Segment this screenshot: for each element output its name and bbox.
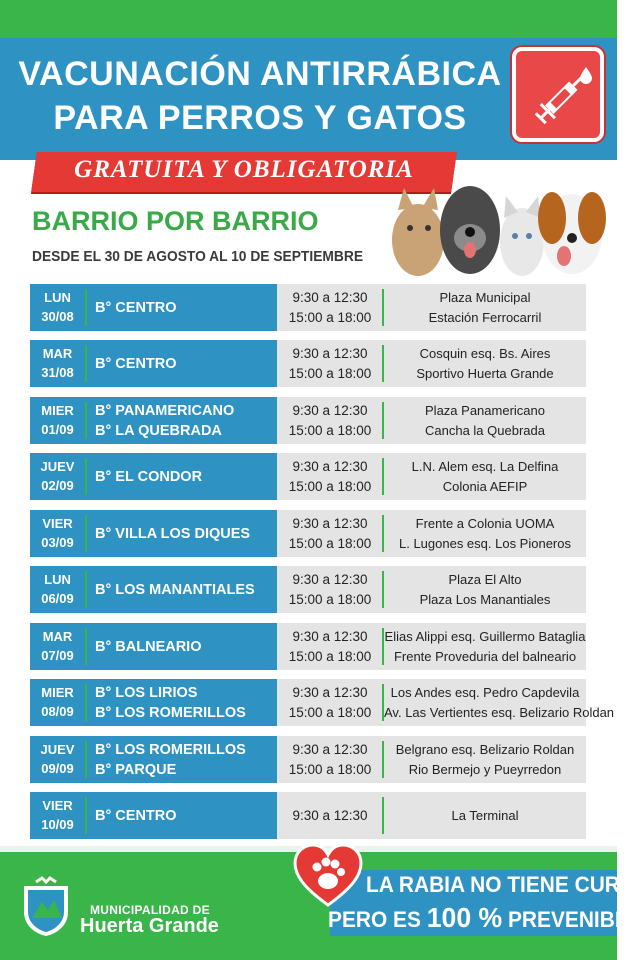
day-cell xyxy=(30,566,85,613)
time-afternoon: 15:00 a 18:00 xyxy=(288,535,372,551)
slogan-line-1: LA RABIA NO TIENE CURA xyxy=(366,872,635,897)
time-morning: 9:30 a 12:30 xyxy=(292,345,368,361)
title-line-2: PARA PERROS Y GATOS xyxy=(53,99,467,137)
date-label: 07/09 xyxy=(41,648,74,663)
time-afternoon: 15:00 a 18:00 xyxy=(288,704,372,720)
barrio-line-1: B° BALNEARIO xyxy=(95,638,202,655)
schedule-row xyxy=(30,679,615,726)
barrio-line-2: B° LOS ROMERILLOS xyxy=(95,704,246,721)
day-label: VIER xyxy=(42,798,73,813)
barrio-line-2: B° PARQUE xyxy=(95,761,177,778)
details-cell xyxy=(277,453,586,500)
place-cell xyxy=(384,736,586,783)
date-range: DESDE EL 30 DE AGOSTO AL 10 DE SEPTIEMBRE xyxy=(32,248,364,265)
barrio-line-1: B° PANAMERICANO xyxy=(95,402,235,419)
place-cell xyxy=(384,679,615,726)
barrio-line-1: B° CENTRO xyxy=(95,807,177,824)
slogan-pre: PERO ES xyxy=(328,907,427,932)
day-label: MAR xyxy=(42,629,73,644)
schedule-row xyxy=(30,566,586,613)
place-line-1: Elias Alippi esq. Guillermo Bataglia xyxy=(384,628,586,644)
time-afternoon: 15:00 a 18:00 xyxy=(288,591,372,607)
details-cell xyxy=(277,679,615,726)
date-label: 02/09 xyxy=(41,478,74,493)
place-cell xyxy=(384,792,586,839)
barrio-cell xyxy=(85,284,277,331)
time-afternoon: 15:00 a 18:00 xyxy=(288,648,372,664)
barrio-line-1: B° LOS ROMERILLOS xyxy=(95,741,246,758)
details-cell xyxy=(277,623,586,670)
barrio-cell xyxy=(85,397,277,444)
barrio-cell xyxy=(85,340,277,387)
details-cell xyxy=(277,510,586,557)
slogan-percent: 100 % xyxy=(426,902,503,933)
place-line-2: Av. Las Vertientes esq. Belizario Roldan xyxy=(384,704,615,720)
slogan-post: PREVENIBLE xyxy=(502,907,642,932)
schedule-row xyxy=(30,284,586,331)
time-cell xyxy=(277,792,383,839)
details-cell xyxy=(277,736,586,783)
day-cell xyxy=(30,397,85,444)
place-cell xyxy=(384,340,586,387)
place-cell xyxy=(384,566,586,613)
details-cell xyxy=(277,284,586,331)
place-line-1: Plaza Panamericano xyxy=(425,402,545,418)
day-cell xyxy=(30,453,85,500)
day-label: JUEV xyxy=(40,742,75,757)
barrio-cell xyxy=(85,792,277,839)
cell-divider xyxy=(85,458,87,495)
day-label: VIER xyxy=(42,516,73,531)
time-morning: 9:30 a 12:30 xyxy=(292,402,368,418)
place-line-2: L. Lugones esq. Los Pioneros xyxy=(398,535,571,551)
schedule-row xyxy=(30,510,586,557)
details-cell xyxy=(277,340,586,387)
day-label: MIER xyxy=(41,685,74,700)
date-label: 10/09 xyxy=(41,817,74,832)
day-label: JUEV xyxy=(40,459,75,474)
place-line-2: Plaza Los Manantiales xyxy=(419,591,551,607)
date-label: 09/09 xyxy=(41,761,74,776)
day-cell xyxy=(30,792,85,839)
place-line-1: Belgrano esq. Belizario Roldan xyxy=(395,741,575,757)
schedule-row xyxy=(30,623,586,670)
place-line-2: Frente Proveduria del balneario xyxy=(393,648,577,664)
cell-divider xyxy=(85,741,87,778)
cell-divider xyxy=(85,515,87,552)
day-cell xyxy=(30,340,85,387)
time-afternoon: 15:00 a 18:00 xyxy=(288,761,372,777)
schedule-row xyxy=(30,397,586,444)
cell-divider xyxy=(85,797,87,834)
time-cell xyxy=(277,679,383,726)
time-morning: 9:30 a 12:30 xyxy=(292,571,368,587)
time-cell xyxy=(277,623,383,670)
day-label: MIER xyxy=(41,403,74,418)
time-morning: 9:30 a 12:30 xyxy=(292,628,368,644)
time-afternoon: 15:00 a 18:00 xyxy=(288,309,372,325)
barrio-line-1: B° CENTRO xyxy=(95,355,177,372)
place-line-1: Frente a Colonia UOMA xyxy=(415,515,555,531)
day-label: MAR xyxy=(42,346,73,361)
day-label: LUN xyxy=(44,572,71,587)
place-line-2: Sportivo Huerta Grande xyxy=(416,365,554,381)
barrio-line-1: B° CENTRO xyxy=(95,299,177,316)
cell-divider xyxy=(85,571,87,608)
time-cell xyxy=(277,736,383,783)
cell-divider xyxy=(85,289,87,326)
ribbon-text: GRATUITA Y OBLIGATORIA xyxy=(74,156,414,183)
place-line-1: Plaza Municipal xyxy=(439,289,531,305)
place-line-2: Colonia AEFIP xyxy=(442,478,528,494)
time-afternoon: 15:00 a 18:00 xyxy=(288,422,372,438)
cell-divider xyxy=(85,345,87,382)
day-cell xyxy=(30,736,85,783)
schedule-row xyxy=(30,340,586,387)
place-cell xyxy=(384,397,586,444)
pets-illustration xyxy=(388,178,610,278)
barrio-line-1: B° VILLA LOS DIQUES xyxy=(95,525,251,542)
place-cell xyxy=(384,284,586,331)
day-cell xyxy=(30,623,85,670)
time-morning: 9:30 a 12:30 xyxy=(292,741,368,757)
schedule-row xyxy=(30,453,586,500)
top-band xyxy=(0,0,617,38)
subtitle: BARRIO POR BARRIO xyxy=(32,206,319,236)
syringe-icon xyxy=(512,47,604,142)
place-line-2: Rio Bermejo y Pueyrredon xyxy=(408,761,562,777)
place-line-2: Estación Ferrocarril xyxy=(428,309,542,325)
barrio-line-2: B° LA QUEBRADA xyxy=(95,422,222,439)
time-cell xyxy=(277,397,383,444)
place-line-1: Los Andes esq. Pedro Capdevila xyxy=(390,684,580,700)
place-line-1: La Terminal xyxy=(451,807,519,823)
barrio-cell xyxy=(85,623,277,670)
barrio-cell xyxy=(85,736,277,783)
time-morning: 9:30 a 12:30 xyxy=(292,458,368,474)
municipal-logo-icon xyxy=(18,878,74,938)
date-label: 30/08 xyxy=(41,309,74,324)
cell-divider xyxy=(85,684,87,721)
date-label: 31/08 xyxy=(41,365,74,380)
place-cell xyxy=(384,510,586,557)
place-line-1: L.N. Alem esq. La Delfina xyxy=(411,458,559,474)
date-label: 01/09 xyxy=(41,422,74,437)
time-afternoon: 15:00 a 18:00 xyxy=(288,365,372,381)
barrio-cell xyxy=(85,453,277,500)
barrio-cell xyxy=(85,510,277,557)
title-line-1: VACUNACIÓN ANTIRRÁBICA xyxy=(18,55,502,93)
time-morning: 9:30 a 12:30 xyxy=(292,807,368,823)
time-cell xyxy=(277,453,383,500)
date-label: 08/09 xyxy=(41,704,74,719)
schedule-row xyxy=(30,736,586,783)
barrio-line-1: B° LOS LIRIOS xyxy=(95,684,198,701)
barrio-line-1: B° LOS MANANTIALES xyxy=(95,581,255,598)
barrio-cell xyxy=(85,566,277,613)
barrio-cell xyxy=(85,679,277,726)
day-cell xyxy=(30,510,85,557)
time-morning: 9:30 a 12:30 xyxy=(292,289,368,305)
day-cell xyxy=(30,284,85,331)
municipality-name: Huerta Grande xyxy=(80,915,219,937)
place-cell xyxy=(384,623,586,670)
paw-heart-icon xyxy=(293,843,363,909)
barrio-line-1: B° EL CONDOR xyxy=(95,468,203,485)
date-label: 03/09 xyxy=(41,535,74,550)
time-afternoon: 15:00 a 18:00 xyxy=(288,478,372,494)
schedule-row xyxy=(30,792,586,839)
details-cell xyxy=(277,397,586,444)
municipality-label: MUNICIPALIDAD DE xyxy=(90,903,210,917)
time-morning: 9:30 a 12:30 xyxy=(292,684,368,700)
time-cell xyxy=(277,284,383,331)
time-cell xyxy=(277,340,383,387)
cell-divider xyxy=(85,628,87,665)
place-line-2: Cancha la Quebrada xyxy=(425,422,545,438)
day-cell xyxy=(30,679,85,726)
date-label: 06/09 xyxy=(41,591,74,606)
time-cell xyxy=(277,566,383,613)
details-cell xyxy=(277,566,586,613)
slogan-line-2 xyxy=(328,902,642,934)
place-line-1: Cosquin esq. Bs. Aires xyxy=(419,345,551,361)
place-cell xyxy=(384,453,586,500)
cell-divider xyxy=(85,402,87,439)
time-morning: 9:30 a 12:30 xyxy=(292,515,368,531)
place-line-1: Plaza El Alto xyxy=(448,571,522,587)
time-cell xyxy=(277,510,383,557)
day-label: LUN xyxy=(44,290,71,305)
details-cell xyxy=(277,792,586,839)
